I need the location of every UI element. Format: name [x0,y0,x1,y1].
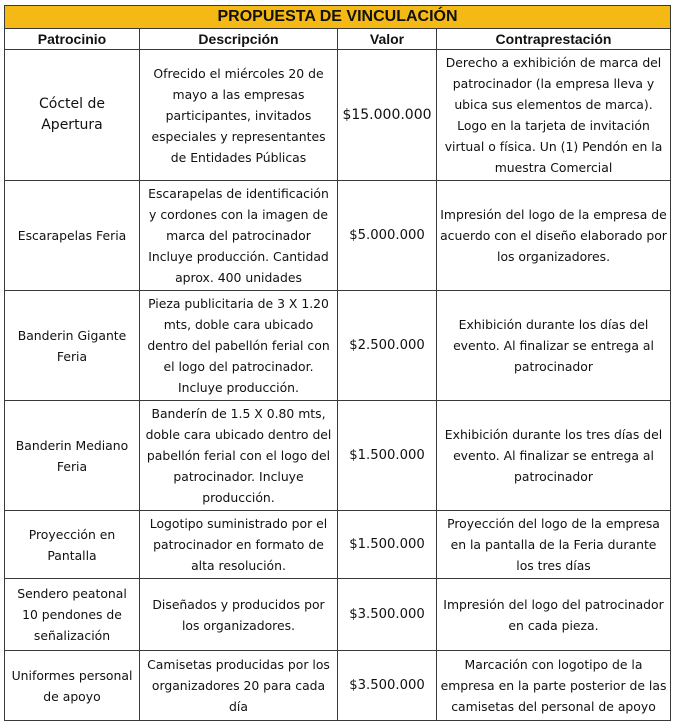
cell-contraprestacion: Proyección del logo de la empresa en la pantalla de la Feria durante los tres días [437,511,671,579]
cell-valor: $5.000.000 [338,181,437,291]
cell-patrocinio: Escarapelas Feria [5,181,140,291]
cell-contraprestacion: Exhibición durante los tres días del evento. Al finalizar se entrega al patrocinador [437,401,671,511]
table-row [5,651,671,721]
cell-contraprestacion: Impresión del logo de la empresa de acuerdo con el diseño elaborado por los organizadores. [437,181,671,291]
sponsorship-document [4,5,670,721]
cell-patrocinio: Uniformes personal de apoyo [5,651,140,721]
cell-contraprestacion: Impresión del logo del patrocinador en cada pieza. [437,579,671,651]
column-header-contraprestacion: Contraprestación [437,29,671,50]
cell-descripcion: Logotipo suministrado por el patrocinador en formato de alta resolución. [140,511,338,579]
cell-valor: $1.500.000 [338,511,437,579]
column-header-descripcion: Descripción [140,29,338,50]
cell-descripcion: Banderín de 1.5 X 0.80 mts, doble cara ubicado dentro del pabellón ferial con el logo del patrocinador. Incluye producción. [140,401,338,511]
table-row [5,579,671,651]
header-row [5,29,671,50]
cell-contraprestacion: Marcación con logotipo de la empresa en la parte posterior de las camisetas del personal de apoyo [437,651,671,721]
cell-valor: $15.000.000 [338,50,437,181]
cell-descripcion: Escarapelas de identificación y cordones con la imagen de marca del patrocinador Incluye producción. Cantidad aprox. 400 unidades [140,181,338,291]
column-header-patrocinio: Patrocinio [5,29,140,50]
cell-patrocinio: Sendero peatonal 10 pendones de señalización [5,579,140,651]
table-row [5,181,671,291]
cell-descripcion: Pieza publicitaria de 3 X 1.20 mts, doble cara ubicado dentro del pabellón ferial con el logo del patrocinador. Incluye producción. [140,291,338,401]
table-row [5,401,671,511]
column-header-valor: Valor [338,29,437,50]
cell-patrocinio: Banderin Mediano Feria [5,401,140,511]
table-title: PROPUESTA DE VINCULACIÓN [5,6,671,29]
cell-valor: $3.500.000 [338,579,437,651]
table-row [5,50,671,181]
cell-valor: $2.500.000 [338,291,437,401]
cell-valor: $1.500.000 [338,401,437,511]
cell-patrocinio: Cóctel de Apertura [5,50,140,181]
table-row [5,511,671,579]
cell-patrocinio: Proyección en Pantalla [5,511,140,579]
cell-contraprestacion: Exhibición durante los días del evento. Al finalizar se entrega al patrocinador [437,291,671,401]
cell-contraprestacion: Derecho a exhibición de marca del patrocinador (la empresa lleva y ubica sus elementos de marca). Logo en la tarjeta de invitación virtual o física. Un (1) Pendón en la muestra Comercial [437,50,671,181]
sponsorship-table [4,5,671,721]
cell-descripcion: Camisetas producidas por los organizadores 20 para cada día [140,651,338,721]
cell-descripcion: Diseñados y producidos por los organizadores. [140,579,338,651]
cell-descripcion: Ofrecido el miércoles 20 de mayo a las empresas participantes, invitados especiales y representantes de Entidades Públicas [140,50,338,181]
cell-patrocinio: Banderin Gigante Feria [5,291,140,401]
cell-valor: $3.500.000 [338,651,437,721]
title-row [5,6,671,29]
table-row [5,291,671,401]
